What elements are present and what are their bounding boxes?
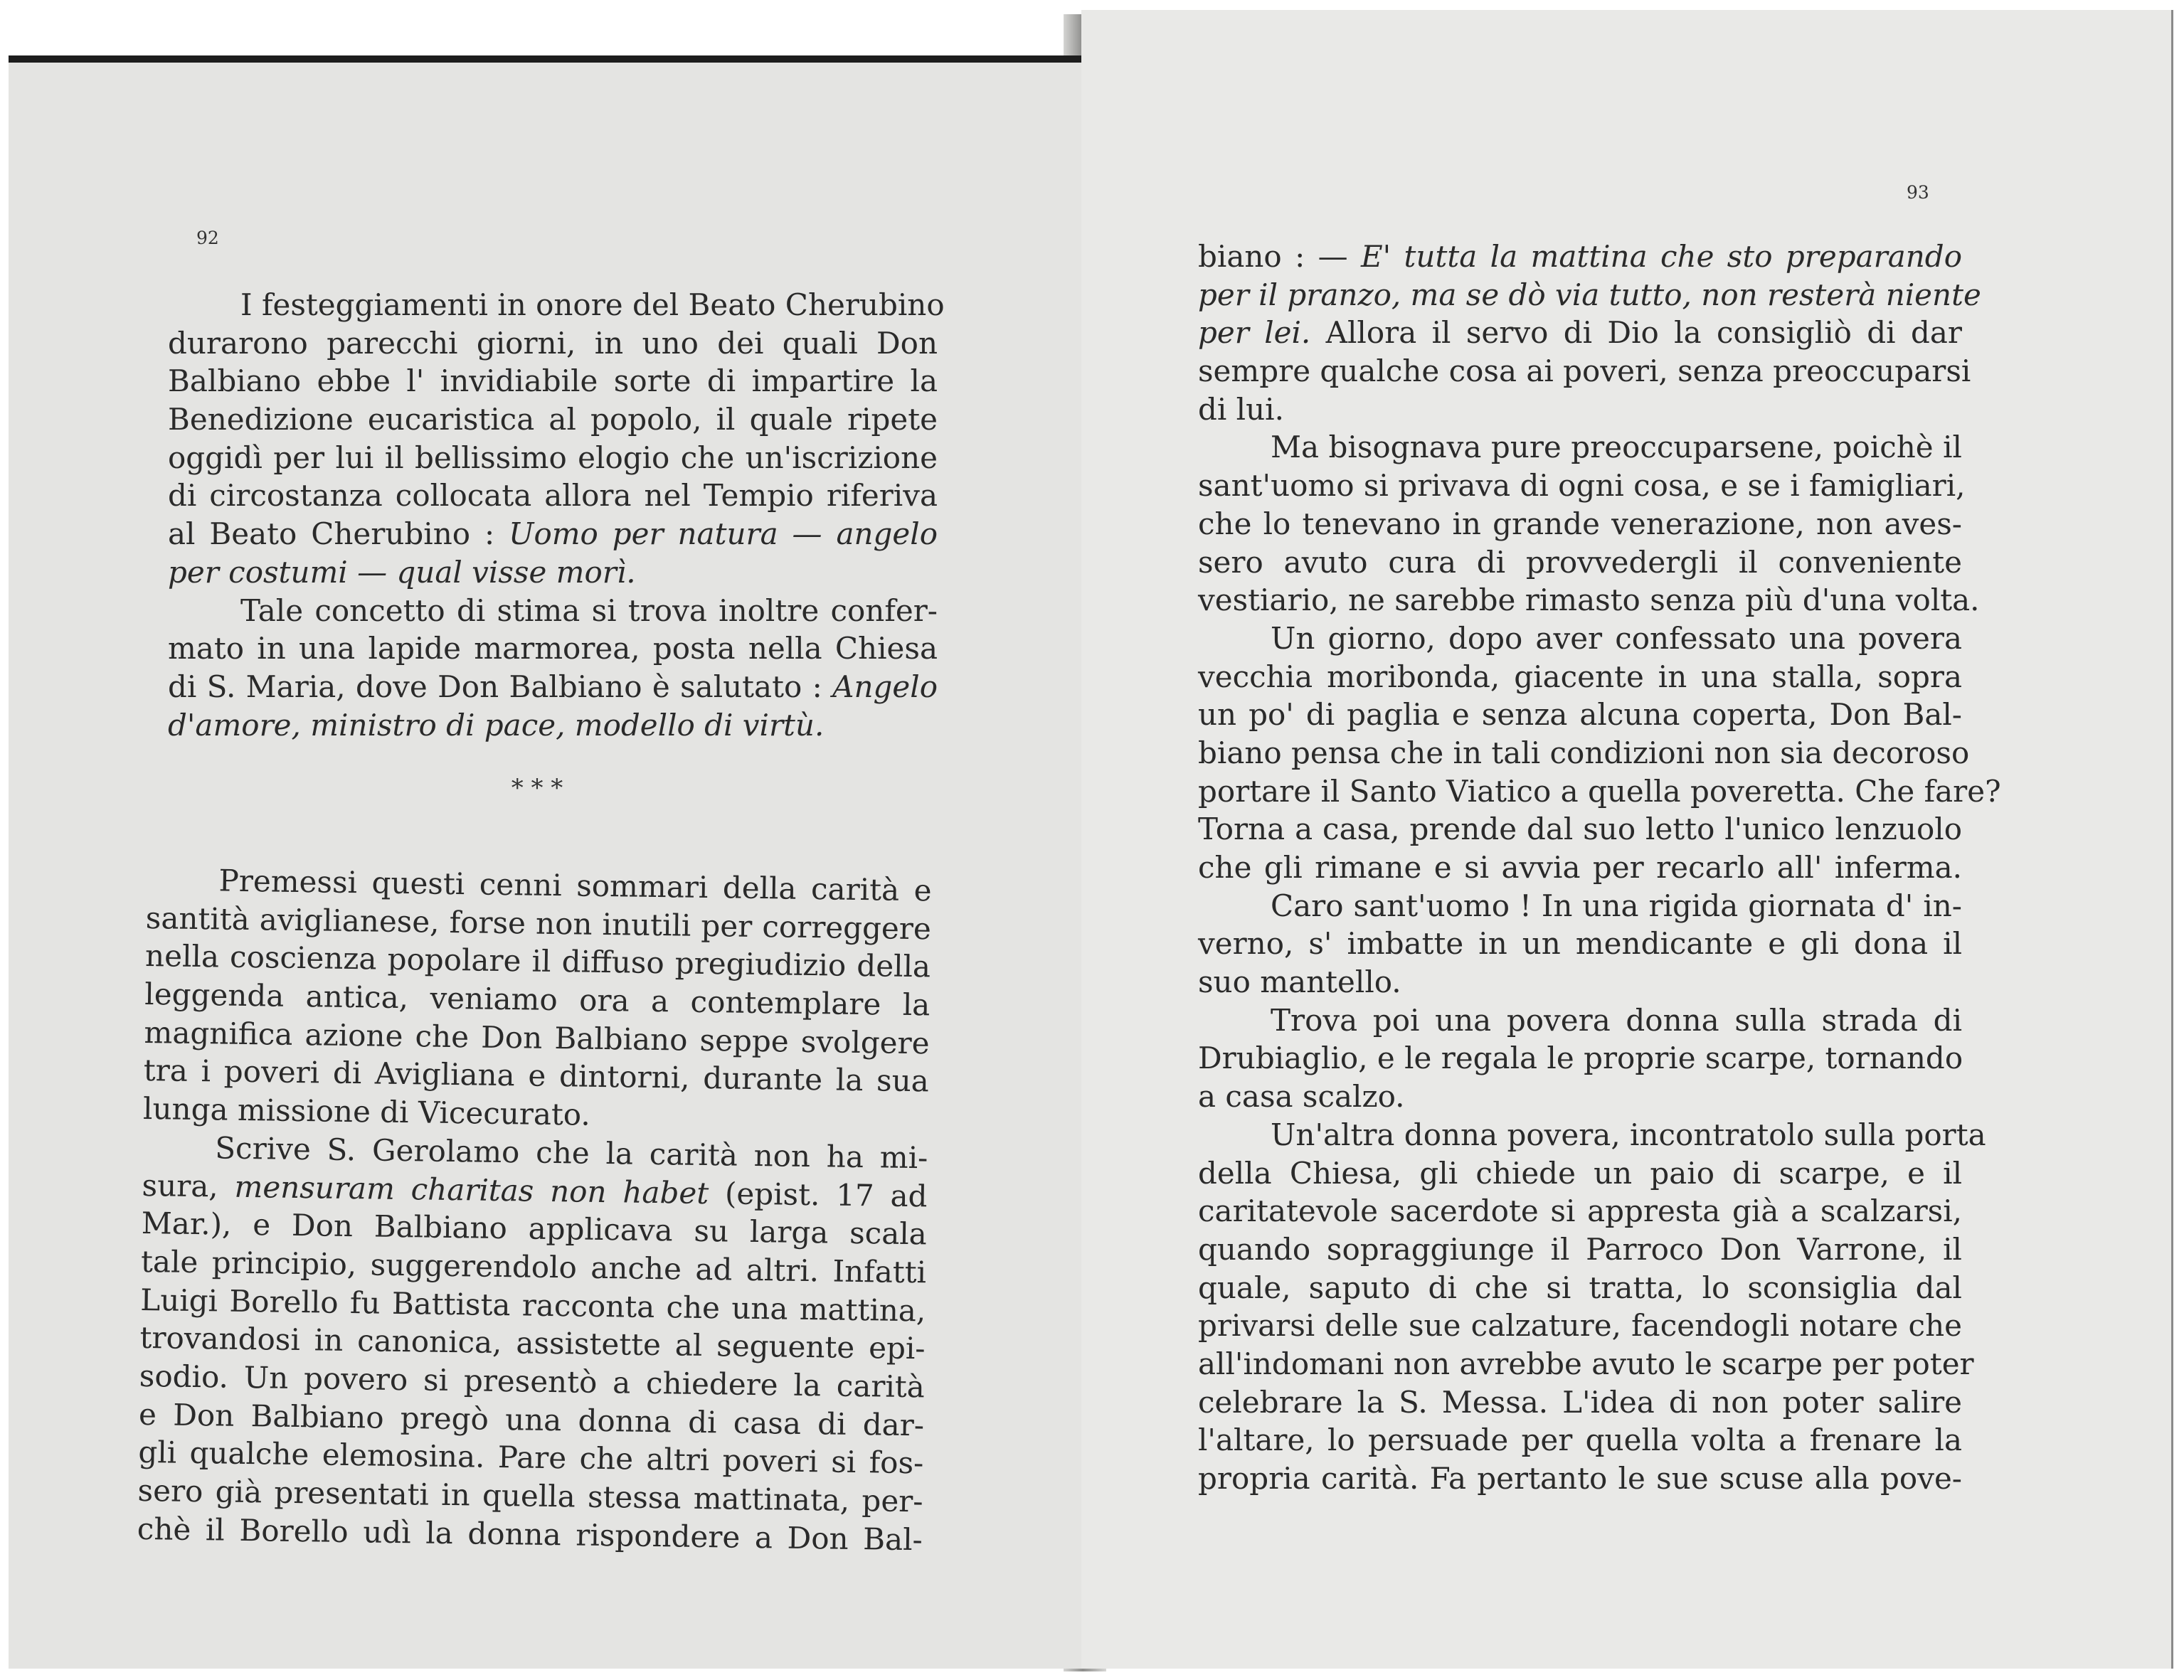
text-line (168, 668, 938, 706)
text-line: biano pensa che in tali condizioni non sia decoroso (1198, 735, 1970, 770)
text-line: l'altare, lo persuade per quella volta a frenare la (1198, 1423, 1962, 1458)
left-page-text-bottom (137, 861, 932, 1559)
text-run: biano : — (1198, 239, 1348, 274)
italic-quote: Angelo (832, 669, 938, 704)
text-line: Un'altra donna povera, incontratolo sulla porta (1271, 1117, 1986, 1152)
text-line: nella coscienza popolare il diffuso pregiudizio della (144, 938, 931, 984)
text-line: vecchia moribonda, giacente in una stalla, sopra (1198, 659, 1962, 694)
text-line: magnifica azione che Don Balbiano seppe svolgere (144, 1014, 930, 1061)
text-line: sempre qualche cosa ai poveri, senza preoccuparsi (1198, 353, 1971, 389)
text-line: quale, saputo di che si tratta, lo sconsiglia dal (1198, 1270, 1962, 1305)
text-line: Premessi questi cenni sommari della carità e (218, 863, 932, 908)
text-run: (epist. 17 ad (724, 1175, 928, 1213)
text-line: caritatevole sacerdote si appresta già a scalzarsi, (1198, 1193, 1962, 1229)
text-line: propria carità. Fa pertanto le sue scuse alla pove- (1198, 1461, 1962, 1496)
text-line: Luigi Borello fu Battista racconta che una mattina, (140, 1282, 926, 1328)
text-line: sodio. Un povero si presentò a chiedere la carità (139, 1358, 926, 1405)
text-line: di circostanza collocata allora nel Tempio riferiva (168, 478, 938, 514)
text-line: che lo tenevano in grande venerazione, non aves- (1198, 506, 1962, 541)
text-line: e Don Balbiano pregò una donna di casa di dar- (138, 1396, 925, 1442)
page-number-right: 93 (1907, 182, 1929, 203)
text-line (168, 515, 938, 553)
italic-quote: d'amore, ministro di pace, modello di virtù. (168, 707, 825, 743)
text-line (1198, 238, 1962, 276)
text-line (1198, 314, 1962, 352)
text-line: Torna a casa, prende dal suo letto l'unico lenzuolo (1198, 812, 1962, 847)
text-line: Drubiaglio, e le regala le proprie scarpe, tornando (1198, 1041, 1963, 1076)
text-line: della Chiesa, gli chiede un paio di scarpe, e il (1198, 1155, 1962, 1191)
text-line: tale principio, suggerendolo anche ad altri. Infatti (140, 1243, 927, 1290)
text-line: oggidì per lui il bellissimo elogio che un'iscrizione (168, 440, 938, 475)
text-line: lunga missione di Vicecurato. (142, 1091, 591, 1132)
text-line: Mar.), e Don Balbiano applicava su larga scala (141, 1206, 928, 1252)
section-separator: * * * (511, 774, 563, 802)
text-line: durarono parecchi giorni, in uno dei quali Don (168, 325, 938, 361)
text-line: Trova poi una povera donna sulla strada di (1271, 1002, 1962, 1038)
text-line: Caro sant'uomo ! In una rigida giornata d' in- (1271, 888, 1962, 923)
text-line: Ma bisognava pure preoccuparsene, poichè il (1271, 430, 1962, 465)
italic-quote: E' tutta la mattina che sto preparando (1360, 239, 1962, 274)
text-line: gli qualche elemosina. Pare che altri poveri si fos- (138, 1435, 924, 1481)
text-line: mato in una lapide marmorea, posta nella Chiesa (168, 631, 938, 666)
text-run: al Beato Cherubino : (168, 516, 495, 552)
text-line: celebrare la S. Messa. L'idea di non poter salire (1198, 1384, 1962, 1420)
text-line: leggenda antica, veniamo ora a contemplare la (144, 977, 931, 1023)
text-run: sura, (142, 1167, 219, 1203)
text-line: all'indomani non avrebbe avuto le scarpe per poter (1198, 1346, 1974, 1381)
text-run: di S. Maria, dove Don Balbiano è salutato : (168, 669, 822, 704)
text-line: sero avuto cura di provvedergli il conveniente (1198, 544, 1962, 580)
text-line: Un giorno, dopo aver confessato una povera (1271, 620, 1962, 656)
text-line: che gli rimane e si avvia per recarlo all' inferma. (1198, 850, 1962, 885)
italic-quote: per il pranzo, ma se dò via tutto, non resterà niente (1198, 277, 1981, 312)
text-line: privarsi delle sue calzature, facendogli notare che (1198, 1308, 1962, 1344)
text-line: verno, s' imbatte in un mendicante e gli dona il (1198, 926, 1962, 962)
text-line: portare il Santo Viatico a quella poveretta. Che fare? (1198, 773, 2001, 809)
text-line: chè il Borello udì la donna rispondere a Don Bal- (137, 1511, 923, 1558)
italic-quote: per lei. (1198, 315, 1311, 351)
italic-quote: per costumi — qual visse morì. (168, 554, 636, 590)
text-line: tra i poveri di Avigliana e dintorni, durante la sua (143, 1053, 930, 1099)
text-line: Scrive S. Gerolamo che la carità non ha mi- (215, 1130, 928, 1176)
text-line: suo mantello. (1198, 964, 1401, 1000)
text-line: quando sopraggiunge il Parroco Don Varrone, il (1198, 1231, 1962, 1267)
text-line: a casa scalzo. (1198, 1079, 1405, 1115)
text-line: un po' di paglia e senza alcuna coperta, Don Bal- (1198, 697, 1962, 733)
italic-quote: mensuram charitas non habet (234, 1169, 709, 1211)
text-line: vestiario, ne sarebbe rimasto senza più d'una volta. (1198, 583, 1980, 618)
text-line: trovandosi in canonica, assistette al seguente epi- (139, 1320, 926, 1366)
left-page-text-top (168, 286, 945, 744)
text-line: santità aviglianese, forse non inutili per correggere (145, 900, 932, 947)
text-run: Allora il servo di Dio la consigliò di dar (1325, 315, 1962, 351)
italic-quote: Uomo per natura — angelo (509, 516, 938, 552)
text-line: di lui. (1198, 391, 1284, 427)
text-line: Benedizione eucaristica al popolo, il quale ripete (168, 402, 938, 437)
text-line: Tale concetto di stima si trova inoltre confer- (240, 592, 938, 628)
text-line: I festeggiamenti in onore del Beato Cherubino (240, 287, 945, 322)
text-line: sant'uomo si privava di ogni cosa, e se i famigliari, (1198, 468, 1966, 504)
right-page-text (1198, 238, 2001, 1498)
page-number-left: 92 (196, 228, 219, 248)
text-line: sero già presentati in quella stessa mattinata, per- (137, 1472, 923, 1519)
text-line: Balbiano ebbe l' invidiabile sorte di impartire la (168, 363, 938, 399)
